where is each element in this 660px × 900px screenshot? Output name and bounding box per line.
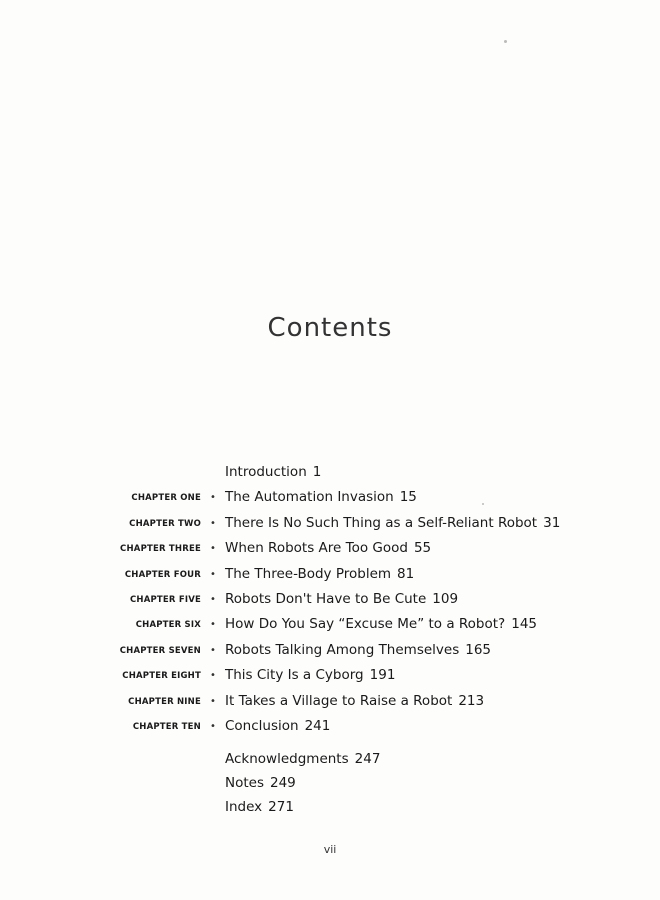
toc-row-chapter[interactable] (0, 485, 660, 510)
chapter-label: CHAPTER TWO (129, 518, 201, 529)
entry-title: Conclusion 241 (225, 717, 331, 734)
toc-row-back-matter[interactable] (0, 771, 660, 795)
bullet-separator: • (210, 619, 216, 631)
chapter-label: CHAPTER THREE (120, 544, 201, 555)
entry-title: Notes 249 (225, 775, 296, 791)
bullet-separator: • (210, 593, 216, 605)
entry-title: The Three-Body Problem 81 (225, 565, 415, 582)
toc-row-chapter[interactable] (0, 536, 660, 561)
page-number: 213 (458, 692, 485, 709)
toc-row-introduction[interactable] (0, 460, 660, 485)
page-number: 191 (369, 667, 396, 684)
page-number: 165 (465, 641, 492, 658)
entry-title: The Automation Invasion 15 (225, 489, 417, 506)
bullet-separator: • (210, 517, 216, 529)
page-folio: vii (323, 843, 337, 856)
toc-row-back-matter[interactable] (0, 747, 660, 771)
page-number: 31 (543, 514, 561, 531)
chapter-label: CHAPTER FIVE (129, 594, 201, 605)
toc-row-chapter[interactable] (0, 612, 660, 637)
page-number: 247 (354, 751, 381, 767)
chapter-label: CHAPTER EIGHT (122, 671, 201, 682)
page-number: 145 (511, 616, 538, 633)
chapter-label: CHAPTER NINE (128, 696, 201, 707)
entry-title: There Is No Such Thing as a Self-Reliant Robot 31 (225, 514, 561, 531)
page-number: 55 (413, 540, 432, 557)
bullet-separator: • (210, 568, 216, 580)
entry-title: Introduction 1 (225, 464, 322, 480)
entry-title: This City Is a Cyborg 191 (225, 667, 396, 684)
table-of-contents (0, 460, 660, 739)
page-number: 271 (268, 799, 294, 815)
entry-title: It Takes a Village to Raise a Robot 213 (225, 692, 485, 709)
toc-row-back-matter[interactable] (0, 795, 660, 819)
entry-title: Robots Don't Have to Be Cute 109 (225, 590, 459, 607)
toc-row-chapter[interactable] (0, 714, 660, 739)
toc-row-chapter[interactable] (0, 562, 660, 587)
toc-row-chapter[interactable] (0, 689, 660, 714)
bullet-separator: • (210, 543, 216, 555)
entry-title: When Robots Are Too Good 55 (225, 540, 432, 557)
bullet-separator: • (210, 644, 216, 656)
entry-title: Index 271 (225, 799, 294, 815)
chapter-label: CHAPTER TEN (132, 721, 201, 732)
page-number: 241 (304, 717, 331, 734)
page-number: 109 (432, 590, 459, 607)
entry-title: How Do You Say “Excuse Me” to a Robot? 145 (225, 616, 538, 633)
page-number: 249 (270, 775, 296, 791)
chapter-label: CHAPTER SIX (135, 620, 201, 631)
chapter-label: CHAPTER SEVEN (119, 645, 201, 656)
page-number: 1 (312, 464, 322, 480)
back-matter-list (0, 747, 660, 819)
toc-row-chapter[interactable] (0, 638, 660, 663)
entry-title: Acknowledgments 247 (225, 751, 381, 767)
entry-title: Robots Talking Among Themselves 165 (225, 641, 492, 658)
bullet-separator: • (210, 670, 216, 682)
toc-row-chapter[interactable] (0, 511, 660, 536)
toc-row-chapter[interactable] (0, 663, 660, 688)
chapter-label: CHAPTER ONE (131, 493, 201, 504)
dust-speck (504, 40, 507, 43)
page-title: Contents (267, 313, 393, 344)
bullet-separator: • (210, 720, 216, 732)
page-number: 81 (397, 565, 415, 582)
bullet-separator: • (210, 492, 216, 504)
toc-row-chapter[interactable] (0, 587, 660, 612)
page-number: 15 (399, 489, 417, 506)
chapter-label: CHAPTER FOUR (124, 569, 201, 580)
bullet-separator: • (210, 695, 216, 707)
